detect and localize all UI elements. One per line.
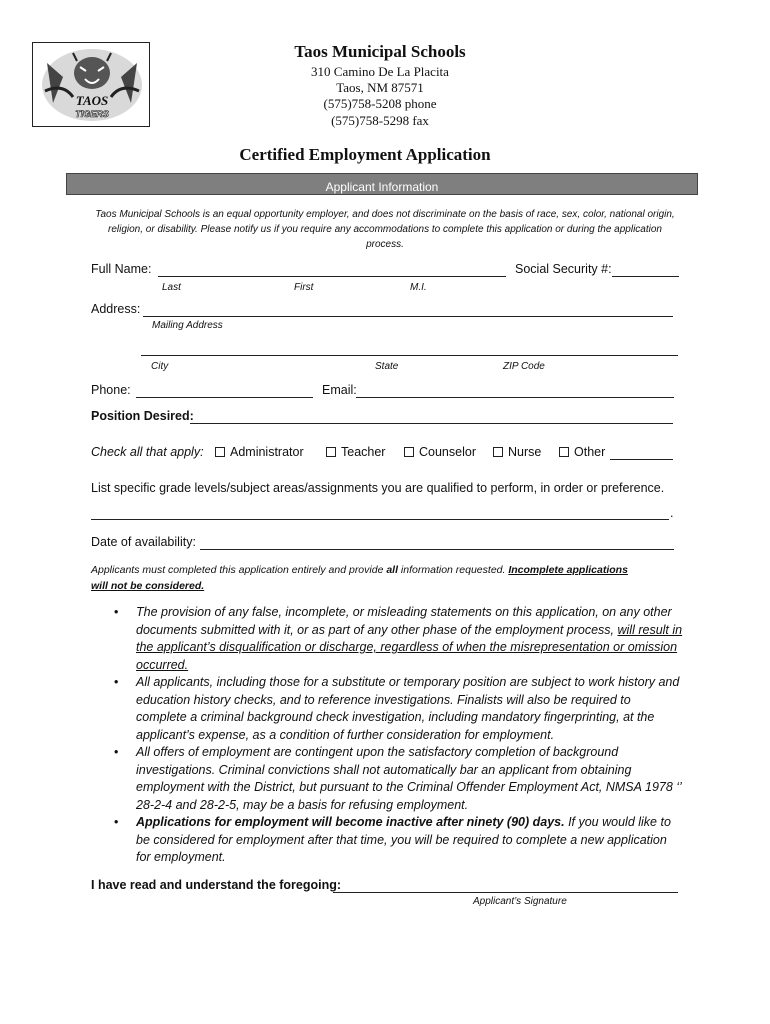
bullet-icon: • <box>114 605 119 619</box>
bullet-2-text: All applicants, including those for a substitute or temporary position are subject to work history and education history checks, and to reference investigations. Finalists will also be required to complete a criminal background check investigation, including mandatory fingerprinting, at the applicant’s expense, as a condition of further consideration for employment. <box>136 675 680 742</box>
bullet-1-underlined: will result in the applicant’s disqualification or discharge, regardless of when the misrepresentation or omission occurred. <box>136 622 683 672</box>
email-label: Email: <box>322 383 357 397</box>
list-item <box>114 604 684 674</box>
city-caption: City <box>151 361 169 372</box>
full-name-field[interactable] <box>158 276 506 277</box>
completion-instructions <box>91 562 681 594</box>
name-last-caption: Last <box>162 282 181 293</box>
grade-levels-period: . <box>670 506 674 520</box>
instructions-middle: information requested. <box>398 564 509 576</box>
checkbox-icon <box>559 447 569 457</box>
grade-levels-field[interactable] <box>91 519 669 520</box>
checkbox-label: Other <box>574 445 606 459</box>
checkbox-counselor[interactable] <box>404 445 476 459</box>
tiger-mascot-icon <box>33 43 150 127</box>
checkbox-label: Teacher <box>341 445 386 459</box>
state-caption: State <box>375 361 399 372</box>
availability-label: Date of availability: <box>91 535 196 549</box>
check-all-label: Check all that apply: <box>91 445 204 459</box>
school-name: Taos Municipal Schools <box>294 42 466 61</box>
list-item <box>114 674 684 744</box>
fax-number: (575)758-5298 fax <box>331 113 429 128</box>
ssn-field[interactable] <box>612 276 679 277</box>
position-desired-label: Position Desired: <box>91 409 194 423</box>
phone-number: (575)758-5208 phone <box>323 96 437 111</box>
bullet-4-bold: Applications for employment will become inactive after ninety (90) days. <box>136 815 565 829</box>
email-field[interactable] <box>356 397 674 398</box>
checkbox-other[interactable] <box>559 445 605 459</box>
section-title: Applicant Information <box>325 180 439 194</box>
checkbox-icon <box>326 447 336 457</box>
city-state-zip-field[interactable] <box>141 355 678 356</box>
name-mi-caption: M.I. <box>410 282 427 293</box>
bullet-icon: • <box>114 815 119 829</box>
mailing-address-caption: Mailing Address <box>152 320 223 331</box>
other-position-field[interactable] <box>610 459 673 460</box>
checkbox-label: Nurse <box>508 445 542 459</box>
school-logo <box>32 42 150 127</box>
bullet-1-text: The provision of any false, incomplete, or misleading statements on this application, on any other documents submitted with it, or as part of any other phase of the employment process, <box>136 605 672 637</box>
checkbox-label: Counselor <box>419 445 476 459</box>
instructions-all: all <box>386 564 399 576</box>
bullet-icon: • <box>114 675 119 689</box>
checkbox-label: Administrator <box>230 445 304 459</box>
policy-bullets <box>114 604 684 867</box>
availability-field[interactable] <box>200 549 674 550</box>
list-item <box>114 814 684 867</box>
grade-levels-label: List specific grade levels/subject areas/assignments you are qualified to perform, in order or preference. <box>91 481 665 495</box>
instructions-prefix: Applicants must completed this application entirely and provide <box>91 564 387 576</box>
instructions-incomplete-2: will not be considered. <box>91 580 205 592</box>
address-label: Address: <box>91 302 141 316</box>
checkbox-nurse[interactable] <box>493 445 541 459</box>
address-line-2: Taos, NM 87571 <box>336 80 424 95</box>
logo-text-bottom: TIGERS <box>75 109 109 119</box>
bullet-3-text: All offers of employment are contingent upon the satisfactory completion of background investigations. Criminal convictions shall not automatically bar an applicant from obtaining employment with the District, but pursuant to the Criminal Offender Employment Act, NMSA 1978 ‘’ 28-2-4 and 28-2-5, may be a basis for refusing employment. <box>136 745 682 812</box>
bullet-icon: • <box>114 745 119 759</box>
bullet-4-text: If you would like to be considered for employment after that time, you will be required to complete a new application for employment. <box>136 815 671 864</box>
address-line-1: 310 Camino De La Placita <box>311 64 449 79</box>
page-title: Certified Employment Application <box>239 145 491 164</box>
instructions-incomplete-1: Incomplete applications <box>508 564 628 576</box>
logo-text-top: TAOS <box>75 93 109 108</box>
name-first-caption: First <box>294 282 314 293</box>
position-desired-field[interactable] <box>190 423 673 424</box>
checkbox-teacher[interactable] <box>326 445 385 459</box>
section-header <box>66 173 698 195</box>
checkbox-administrator[interactable] <box>215 445 304 459</box>
signature-field[interactable] <box>333 892 678 893</box>
checkbox-icon <box>404 447 414 457</box>
phone-field[interactable] <box>136 397 313 398</box>
ssn-label: Social Security #: <box>515 262 612 276</box>
list-item <box>114 744 684 814</box>
checkbox-icon <box>493 447 503 457</box>
signature-caption: Applicant’s Signature <box>473 896 567 907</box>
mailing-address-field[interactable] <box>143 316 673 317</box>
signature-label: I have read and understand the foregoing: <box>91 878 342 892</box>
eeo-notice: Taos Municipal Schools is an equal opportunity employer, and does not discriminate on the basis of race, sex, color, national origin, religion, or disability. Please notify us if you require any accommodations to complete this application or during the application process. <box>95 209 675 250</box>
zip-caption: ZIP Code <box>503 361 545 372</box>
full-name-label: Full Name: <box>91 262 152 276</box>
phone-label: Phone: <box>91 383 131 397</box>
checkbox-icon <box>215 447 225 457</box>
